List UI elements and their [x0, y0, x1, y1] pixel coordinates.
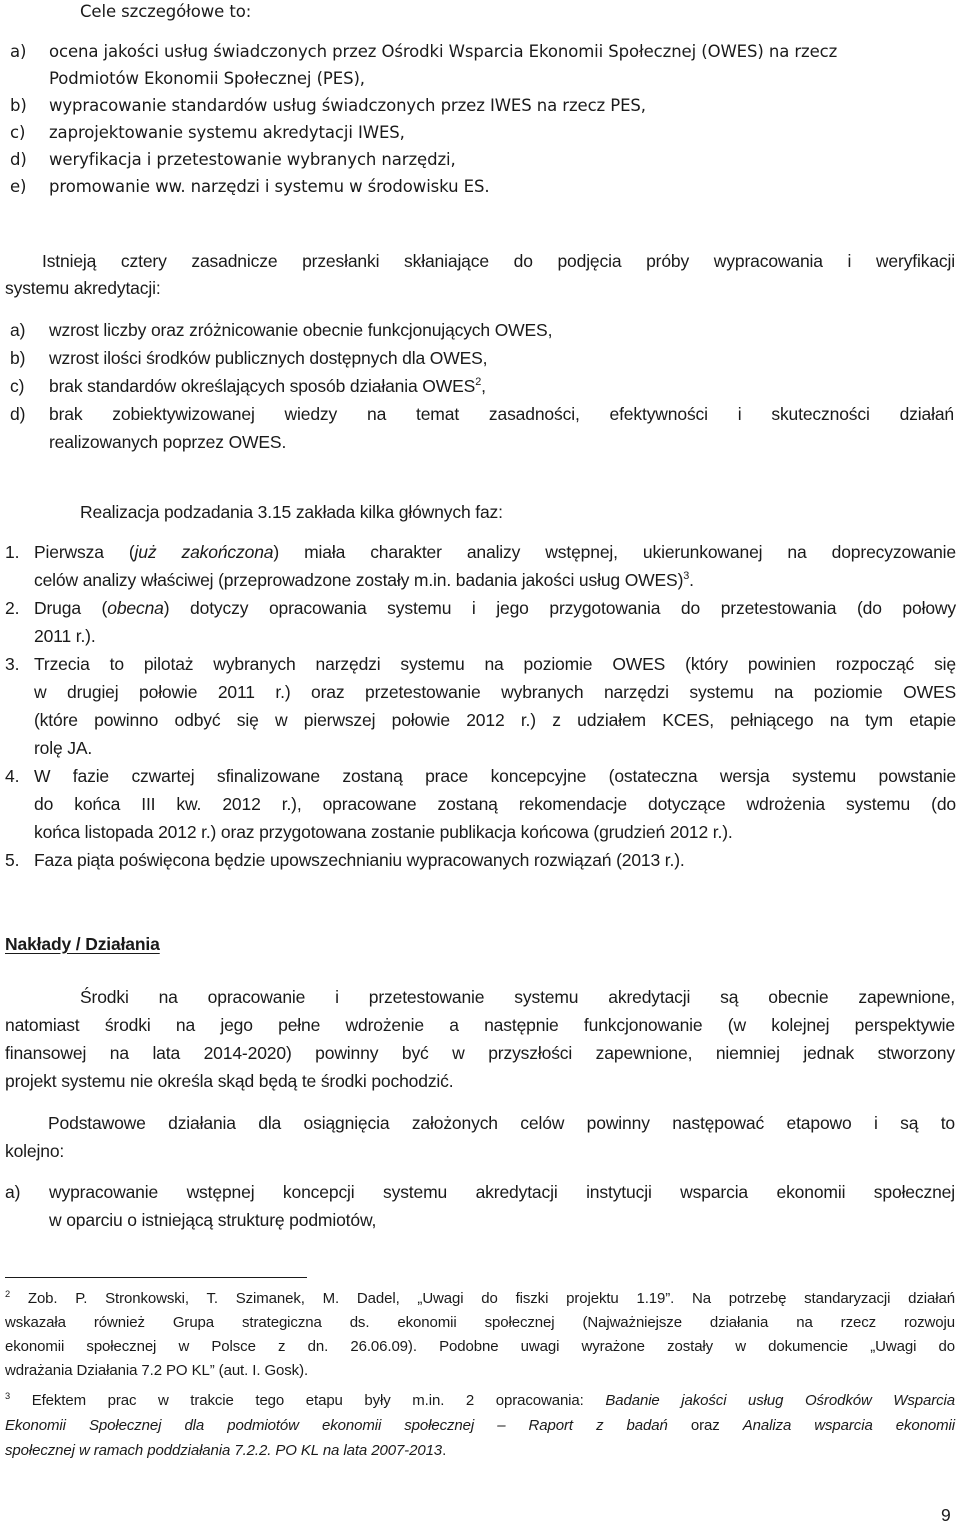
list-item: c) zaprojektowanie systemu akredytacji IWES, [10, 123, 405, 142]
list-item: a) wypracowanie wstępnej koncepcji systemu akredytacji instytucji wsparcia ekonomii społecznej [5, 1182, 955, 1202]
footnote-separator [5, 1277, 307, 1278]
footnote-2: $^2$ Zob. P. Stronkowski, T. Szimanek, M. Dadel, „Uwagi do fiszki projektu 1.19”. Na potrzebę standaryzacji działań wskazała również Grupa strategiczna ds. ekonomii społecznej (Najważniejsze działania na rzecz rozwoju ekonomii społecznej w Polsce z dn. 26.06.09). Podobne uwagi wyrażone zostały w dokumencie „Uwagi do wdrażania Działania 7.2 PO KL” (aut. I. Gosk). [5, 1289, 955, 1379]
list-item-continued: realizowanych poprzez OWES. [49, 432, 287, 452]
list-item: e) promowanie ww. narzędzi i systemu w środowisku ES. [10, 177, 490, 196]
premises-intro-line1: Istnieją cztery zasadnicze przesłanki skłaniające do podjęcia próby wypracowania i weryfikacji [42, 251, 955, 271]
premises-list [10, 320, 958, 460]
list-item-continued: Podmiotów Ekonomii Społecznej (PES), [49, 69, 365, 88]
list-item-continued: (które powinno odbyć się w pierwszej połowie 2012 r.) z udziałem KCES, pełniącego na tym etapie [34, 710, 956, 730]
list-item: 5. Faza piąta poświęcona będzie upowszechnianiu wypracowanych rozwiązań (2013 r.). [5, 850, 685, 870]
list-item: a) wzrost liczby oraz zróżnicowanie obecnie funkcjonujących OWES, [10, 320, 553, 340]
paragraph-line: Środki na opracowanie i przetestowanie systemu akredytacji są obecnie zapewnione, [80, 987, 955, 1007]
list-item: 3. Trzecia to pilotaż wybranych narzędzi systemu na poziomie OWES (który powinien rozpocząć się [5, 654, 956, 674]
list-item: 4. W fazie czwartej sfinalizowane zostaną prace koncepcyjne (ostateczna wersja systemu powstanie [5, 766, 956, 786]
paragraph-line: natomiast środki na jego pełne wdrożenie a następnie funkcjonowanie (w kolejnej perspektywie [5, 1015, 955, 1035]
list-item: a) ocena jakości usług świadczonych przez Ośrodki Wsparcia Ekonomii Społecznej (OWES) na rzecz [10, 42, 838, 61]
list-item: d) brak zobiektywizowanej wiedzy na temat zasadności, efektywności i skuteczności działań [10, 404, 954, 424]
footnote-ref-3[interactable]: 3 [683, 570, 690, 583]
paragraph-line: Podstawowe działania dla osiągnięcia założonych celów powinny następować etapowo i są to [48, 1113, 955, 1133]
list-item-continued: w oparciu o istniejącą strukturę podmiotów, [49, 1210, 377, 1230]
list-item: b) wzrost ilości środków publicznych dostępnych dla OWES, [10, 348, 488, 368]
list-item-continued: 2011 r.). [34, 626, 96, 646]
phases-list [5, 542, 957, 878]
phases-intro: Realizacja podzadania 3.15 zakłada kilka głównych faz: [80, 502, 503, 522]
goals-list [10, 42, 958, 204]
list-item-continued: celów analizy właściwej (przeprowadzone zostały m.in. badania jakości usług OWES)$^3$. [34, 570, 694, 590]
list-item: 1. Pierwsza (już zakończona) miała charakter analizy wstępnej, ukierunkowanej na doprecyzowanie [5, 542, 957, 562]
actions-list [5, 1182, 957, 1238]
page-number: 9 [941, 1505, 951, 1525]
list-item-continued: do końca III kw. 2012 r.), opracowane zostaną rekomendacje dotyczące wdrożenia systemu (do [34, 794, 956, 814]
paragraph-line: projekt systemu nie określa skąd będą te środki pochodzić. [5, 1071, 454, 1091]
footnote-3: $^3$ Efektem prac w trakcie tego etapu były m.in. 2 opracowania: Badanie jakości usług Ośrodków Wsparcia Ekonomii Społecznej dla podmiotów ekonomii społecznej – Raport z badań oraz Analiza wsparcia ekonomii społecznej w ramach poddziałania 7.2.2. PO KL na lata 2007-2013. [5, 1391, 955, 1459]
section-heading: Nakłady / Działania [5, 934, 160, 954]
list-item: c) brak standardów określających sposób działania OWES$^2$, [10, 376, 486, 396]
list-item: d) weryfikacja i przetestowanie wybranych narzędzi, [10, 150, 456, 169]
footnote-ref-2[interactable]: 2 [475, 376, 482, 389]
goals-heading: Cele szczegółowe to: [80, 2, 252, 21]
list-item: 2. Druga (obecna) dotyczy opracowania systemu i jego przygotowania do przetestowania (do połowy [5, 598, 956, 618]
list-item-continued: rolę JA. [34, 738, 93, 758]
premises-intro-line2: systemu akredytacji: [5, 278, 161, 298]
paragraph-line: kolejno: [5, 1141, 65, 1161]
paragraph-line: finansowej na lata 2014-2020) powinny być w przyszłości zapewnione, niemniej jednak stworzony [5, 1043, 955, 1063]
list-item: b) wypracowanie standardów usług świadczonych przez IWES na rzecz PES, [10, 96, 646, 115]
list-item-continued: końca listopada 2012 r.) oraz przygotowana zostanie publikacja końcowa (grudzień 2012 r.). [34, 822, 733, 842]
list-item-continued: w drugiej połowie 2011 r.) oraz przetestowanie wybranych narzędzi systemu na poziomie OWES [34, 682, 956, 702]
